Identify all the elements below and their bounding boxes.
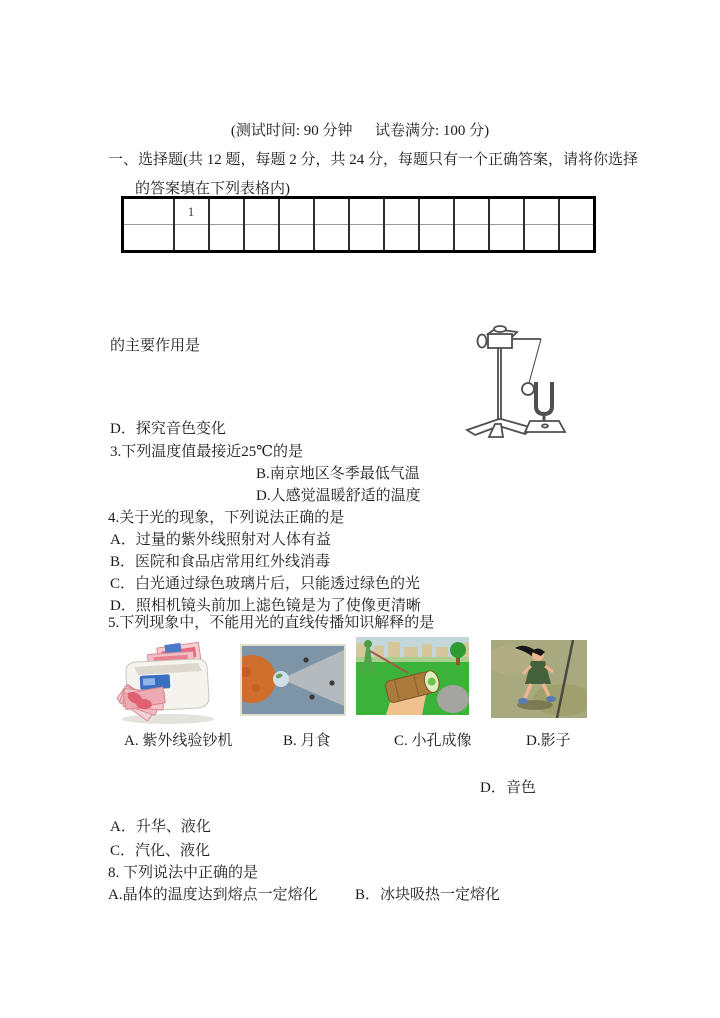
q5-figure-caption-d: D.影子 [526, 733, 571, 749]
q4-option-b: B．医院和食品店常用红外线消毒 [110, 554, 331, 570]
answer-cell [454, 198, 489, 225]
q8-option-a: A.晶体的温度达到熔点一定熔化 [108, 887, 318, 903]
q8-option-b: B．冰块吸热一定熔化 [355, 887, 501, 903]
answer-cell [244, 198, 279, 225]
answer-cell [174, 225, 209, 252]
q5-figure-caption-a: A. 紫外线验钞机 [124, 733, 233, 749]
answer-cell [524, 198, 559, 225]
tuning-fork-experiment-figure [455, 324, 575, 442]
answer-cell [209, 198, 244, 225]
answer-cell [419, 225, 454, 252]
lunar-eclipse-icon [242, 646, 344, 714]
section-one-title: 一、选择题(共 12 题，每题 2 分，共 24 分，每题只有一个正确答案，请将你选择的答案填在下列表格内) [108, 152, 638, 197]
answer-cell [384, 198, 419, 225]
q4-option-d: D．照相机镜头前加上滤色镜是为了使像更清晰 [110, 598, 421, 614]
answer-cell [349, 198, 384, 225]
answer-cell [279, 198, 314, 225]
q7-option-a: A．升华、液化 [110, 819, 211, 835]
answer-cell [454, 225, 489, 252]
q3-option-b: B.南京地区冬季最低气温 [256, 466, 420, 482]
q8-stem: 8. 下列说法中正确的是 [108, 865, 259, 881]
q7-option-c: C．汽化、液化 [110, 843, 211, 859]
money-counter-icon [110, 637, 228, 725]
answer-cell [244, 225, 279, 252]
answer-cell [209, 225, 244, 252]
test-info-line: (测试时间: 90 分钟 试卷满分: 100 分) [230, 123, 490, 139]
q5-figure-caption-b: B. 月食 [283, 733, 331, 749]
answer-cell [524, 225, 559, 252]
shadow-figure [491, 640, 587, 718]
answer-table-row-1 [123, 198, 595, 225]
answer-cell [279, 225, 314, 252]
lunar-eclipse-figure [240, 644, 346, 716]
answer-cell [123, 225, 174, 252]
answer-cell [314, 198, 349, 225]
tuning-fork-apparatus-icon [455, 324, 575, 442]
pinhole-imaging-figure [356, 637, 469, 715]
answer-cell [489, 198, 524, 225]
girl-shadow-icon [491, 640, 587, 718]
q4-stem: 4.关于光的现象，下列说法正确的是 [108, 510, 345, 526]
answer-cell [559, 225, 594, 252]
answer-cell [559, 198, 594, 225]
answer-cell-q1: 1 [174, 198, 209, 225]
q2-stem-fragment: 的主要作用是 [110, 338, 201, 354]
q3-stem: 3.下列温度值最接近25℃的是 [110, 444, 304, 460]
answer-table-row-2 [123, 225, 595, 252]
answer-cell [349, 225, 384, 252]
answer-cell [123, 198, 174, 225]
q3-option-d: D.人感觉温暖舒适的温度 [256, 488, 421, 504]
q2-option-d: D．探究音色变化 [110, 421, 226, 437]
pinhole-imaging-icon [356, 637, 469, 715]
answer-cell [384, 225, 419, 252]
uv-banknote-detector-figure [110, 637, 228, 725]
answer-cell [419, 198, 454, 225]
q5-stem: 5.下列现象中，不能用光的直线传播知识解释的是 [108, 615, 435, 631]
q4-option-c: C．白光通过绿色玻璃片后，只能透过绿色的光 [110, 576, 421, 592]
q5-figure-caption-c: C. 小孔成像 [394, 733, 472, 749]
answer-cell [489, 225, 524, 252]
answer-table [121, 196, 596, 253]
q4-option-a: A．过量的紫外线照射对人体有益 [110, 532, 331, 548]
answer-cell [314, 225, 349, 252]
q6-option-d: D．音色 [480, 780, 536, 796]
